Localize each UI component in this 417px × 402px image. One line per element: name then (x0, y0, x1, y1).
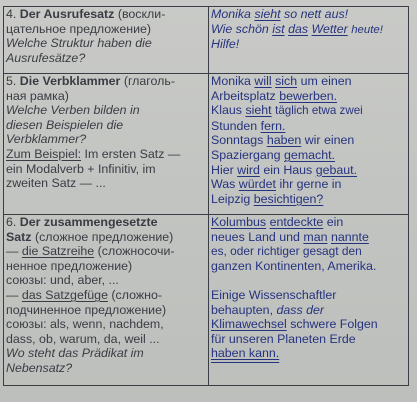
topic-translation: (глаголь- (123, 74, 175, 88)
topic-question: Verbklammer? (6, 132, 87, 147)
topic-question: diesen Beispielen die (6, 117, 124, 132)
topic-heading (6, 7, 208, 22)
predicate: sieht (254, 7, 281, 21)
topic-question: Welche Struktur haben die (6, 36, 152, 51)
example-line: Hilfe! (211, 37, 240, 52)
predicate: entdeckte (269, 215, 324, 229)
topic-heading (6, 74, 208, 89)
example-line: Monika sieht so nett aus! (211, 7, 349, 21)
example-line: Klaus sieht täglich etwa zwei (211, 103, 363, 118)
example-line: Hier wird ein Haus gebaut. (211, 162, 358, 177)
table-row-ausrufesatz (4, 7, 409, 74)
topic-number: 6. (6, 215, 17, 229)
table-row-verbklammer (4, 74, 409, 215)
subject: Klimawechsel (211, 317, 287, 332)
topic-cell-verbklammer (4, 74, 209, 215)
topic-translation-cont: цательное предложение) (6, 21, 152, 36)
subject: Wetter (311, 21, 348, 36)
grammar-table (3, 6, 409, 386)
example-line: ganzen Kontinenten, Amerika. (211, 258, 377, 273)
topic-question: Nebensatz? (6, 360, 73, 375)
subject: man (303, 229, 328, 244)
topic-number: 4. (6, 7, 17, 21)
topic-question: Welche Verben bilden in (6, 103, 140, 118)
subtopic-term: das Satzgefüge (21, 287, 108, 302)
topic-heading-cont: Satz (сложное предложение) (6, 229, 174, 244)
topic-example-hint: Zum Beispiel: Im ersten Satz — (6, 146, 181, 161)
example-line: für unseren Planeten Erde (211, 331, 356, 346)
table-row-zusammengesetzter-satz (4, 215, 409, 386)
predicate: nannte (330, 229, 369, 244)
topic-translation: (воскли- (117, 7, 166, 21)
example-line: Was würdet ihr gerne in (211, 177, 342, 192)
example-cell-verbklammer (209, 74, 409, 215)
subtopic-satzgefuege: — das Satzgefüge (сложно- (6, 287, 163, 302)
example-line: Stunden fern. (211, 118, 286, 133)
topic-question: Ausrufesätze? (6, 50, 86, 65)
topic-number: 5. (6, 74, 17, 88)
conjunctions-list: dass, ob, warum, da, weil ... (6, 331, 160, 346)
example-line: Arbeitsplatz bewerben. (211, 88, 338, 103)
topic-term: Die Verbklammer (19, 74, 121, 88)
subtopic-term: die Satzreihe (21, 244, 95, 259)
predicate: ist (272, 21, 285, 36)
example-spacer (211, 273, 408, 288)
subtopic-translation: ненное предложение) (6, 258, 133, 273)
example-line: Kolumbus entdeckte ein (211, 215, 344, 229)
example-line: Einige Wissenschaftler (211, 287, 337, 302)
example-cell-zusammengesetzter-satz (209, 215, 409, 386)
topic-cell-zusammengesetzter-satz (4, 215, 209, 386)
topic-term: Der Ausrufesatz (19, 7, 115, 21)
predicate: haben kann. (211, 346, 280, 361)
topic-term: Der zusammengesetzte (19, 215, 158, 229)
example-line: Klimawechsel schwere Folgen (211, 317, 378, 332)
topic-example-hint: zweiten Satz — ... (6, 176, 106, 191)
topic-example-hint: ein Modalverb + Infinitiv, im (6, 161, 156, 176)
modal-verb: will (254, 74, 272, 88)
example-line: behaupten, dass der (211, 302, 324, 317)
example-cell-ausrufesatz (209, 7, 409, 74)
example-line: Wie schön ist das Wetter heute! (211, 21, 383, 36)
conjunctions-list: союзы: als, wenn, nachdem, (6, 317, 164, 332)
example-line: neues Land und man nannte (211, 229, 369, 244)
example-line (211, 346, 408, 361)
example-line: Monika will sich um einen (211, 74, 352, 88)
example-line: es, oder richtiger gesagt den (211, 244, 362, 259)
example-line: Spaziergang gemacht. (211, 147, 335, 162)
example-label: Zum Beispiel: (6, 146, 82, 161)
topic-question: Wo steht das Prädikat im (6, 346, 144, 361)
conjunction: dass der (276, 302, 324, 317)
subtopic-translation: подчиненное предложение) (6, 302, 167, 317)
topic-cell-ausrufesatz (4, 7, 209, 74)
subtopic-satzreihe: — die Satzreihe (сложносочи- (6, 244, 175, 259)
topic-heading (6, 215, 208, 230)
subject: Kolumbus (211, 215, 267, 229)
conjunctions-list: союзы: und, aber, ... (6, 273, 119, 288)
example-line: Sonntags haben wir einen (211, 133, 355, 148)
infinitive: bewerben. (279, 88, 338, 103)
topic-translation-cont: ная рамка) (6, 88, 69, 103)
example-line: Leipzig besichtigen? (211, 191, 324, 206)
